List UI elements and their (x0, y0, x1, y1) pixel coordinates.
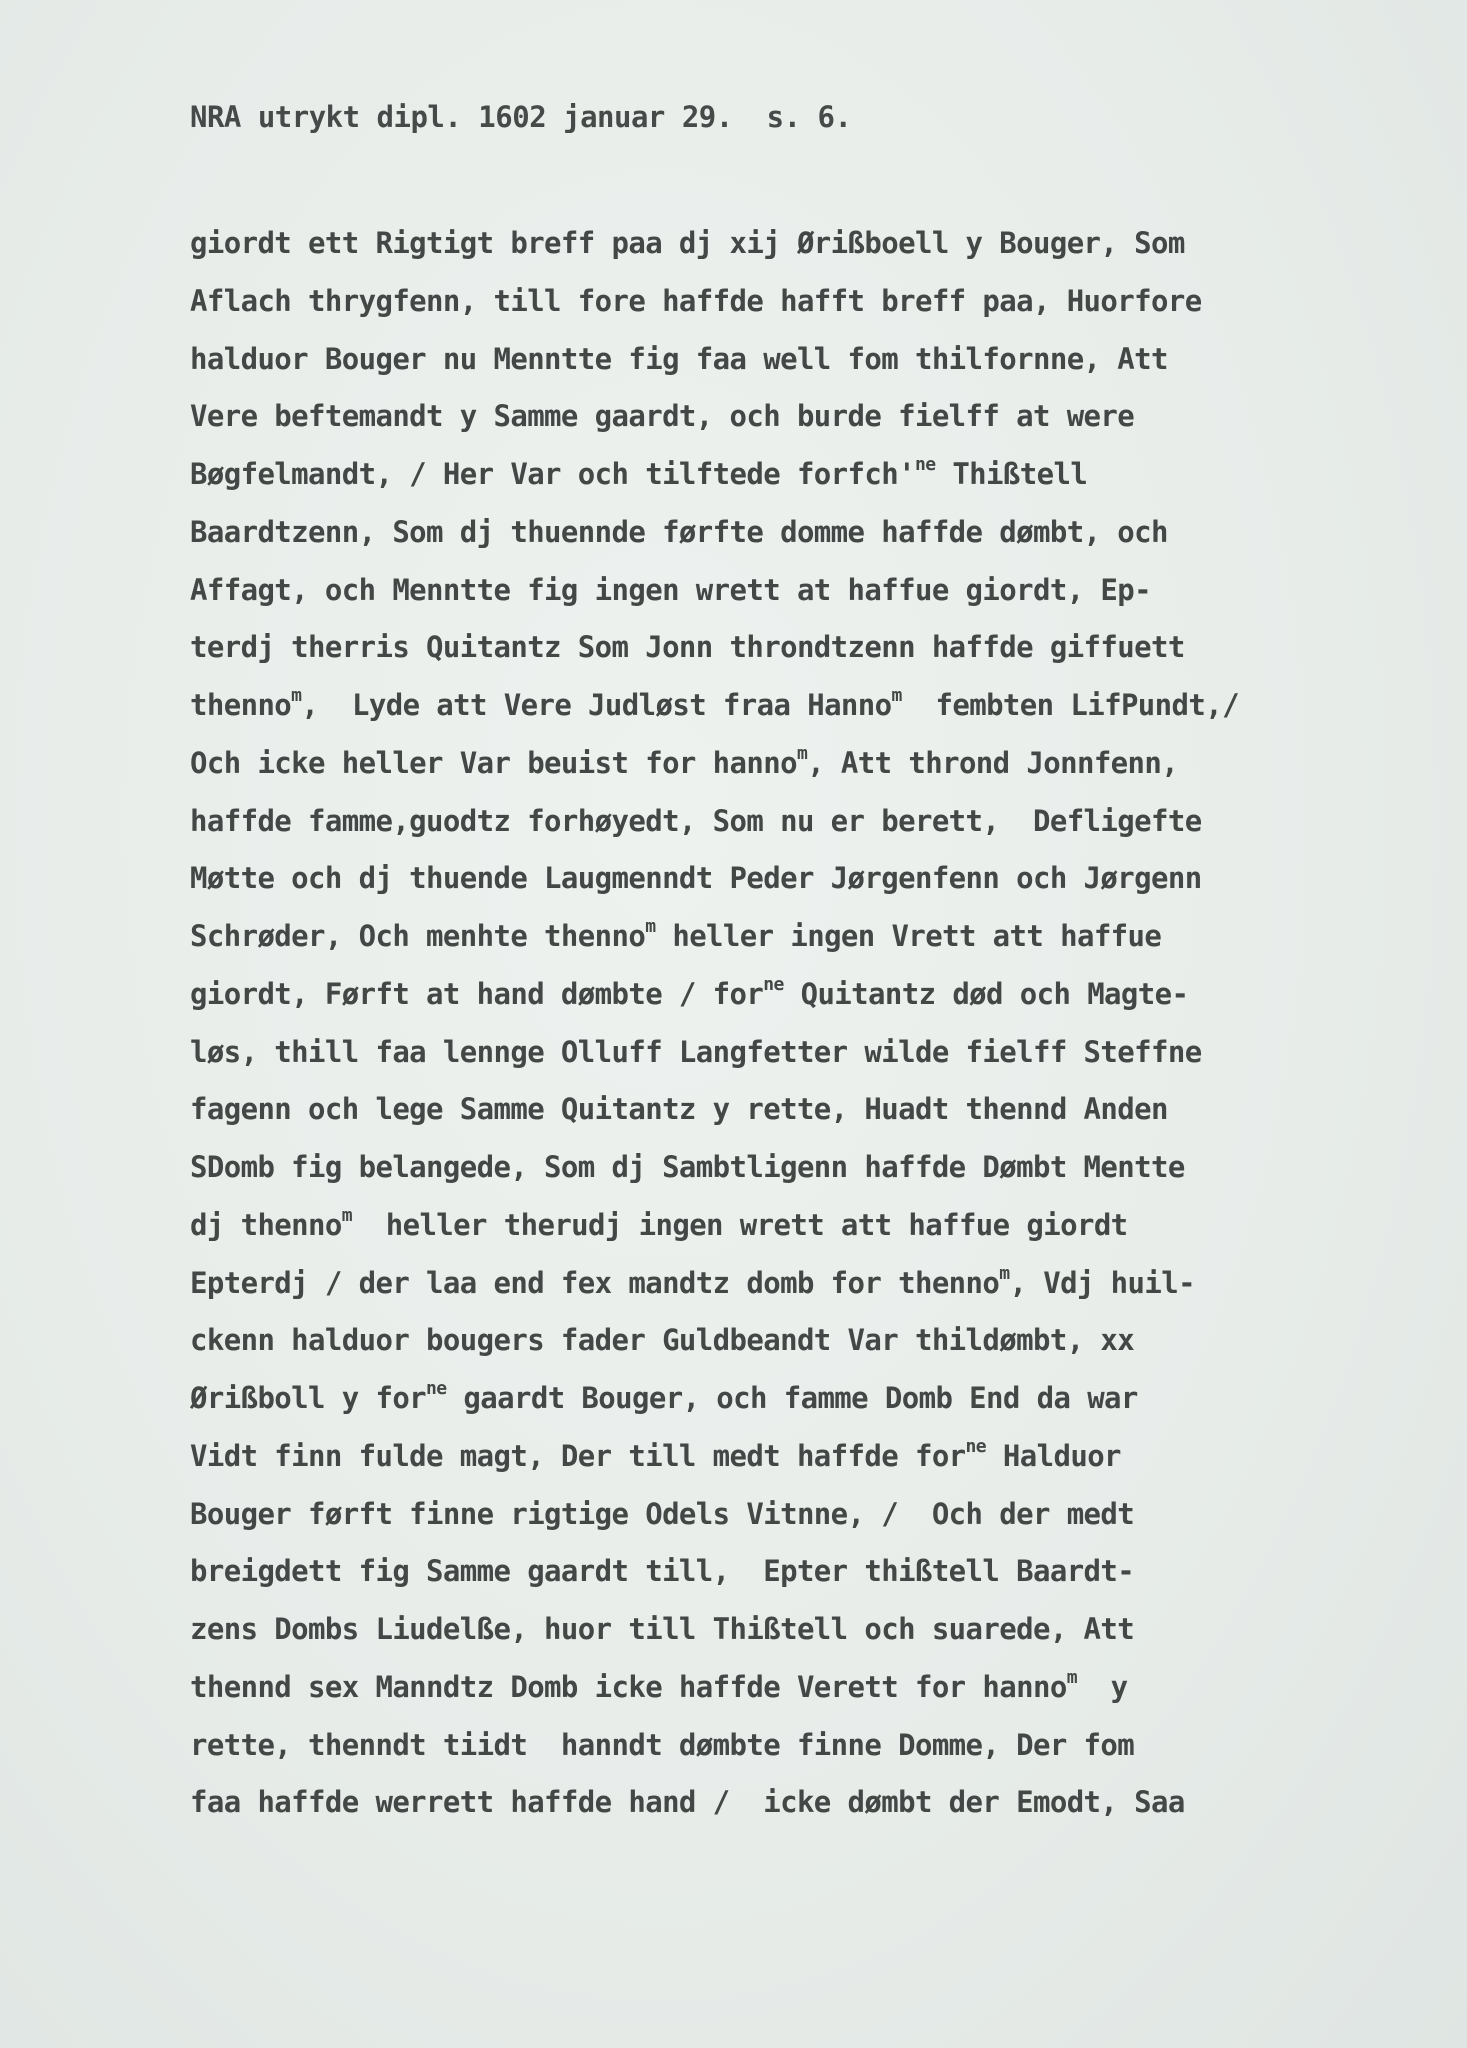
text-line (190, 966, 1310, 1024)
superscript-abbrev: m (291, 685, 302, 706)
line-text-continued: , Vdj huil- (1009, 1265, 1195, 1300)
superscript-abbrev: m (645, 916, 656, 937)
line-text: fagenn och lege Samme Quitantz y rette, Huadt thennd Anden (190, 1092, 1168, 1127)
text-line (190, 1024, 1310, 1082)
text-line (190, 619, 1310, 677)
text-line (190, 1370, 1310, 1428)
text-line (190, 215, 1310, 273)
line-text: thennd sex Manndtz Domb icke haffde Verett for hanno (190, 1669, 1067, 1704)
text-line (190, 446, 1310, 504)
text-line (190, 908, 1310, 966)
text-line (190, 1255, 1310, 1313)
document-body (190, 215, 1310, 1832)
line-text: thenno (190, 688, 292, 722)
line-text-continued: y (1076, 1669, 1128, 1704)
line-text: Affagt, och Menntte fig ingen wrett at haffue giordt, Ep- (190, 572, 1151, 607)
line-text-continued: , Att thrond Jonnfenn, (807, 745, 1179, 780)
line-text: SDomb fig belangede, Som dj Sambtligenn haffde Dømbt Mentte (190, 1150, 1185, 1184)
line-text-continued: Thißtell (935, 457, 1088, 491)
line-text: rette, thenndt tiidt hanndt dømbte finne Domme, Der fom (190, 1727, 1135, 1762)
line-text-continued: , Lyde att Vere Judløst fraa Hanno$^m$ fembten LifPundt,/ (301, 685, 1239, 722)
superscript-abbrev: m (999, 1262, 1010, 1284)
text-line (190, 388, 1310, 446)
line-text: Och icke heller Var beuist for hanno (190, 745, 797, 780)
line-text-continued: gaardt Bouger, och famme Domb End da war (446, 1381, 1138, 1415)
line-text: Vidt finn fulde magt, Der till medt haffde for (190, 1438, 966, 1473)
line-text: dj thenno (190, 1207, 342, 1242)
text-line (190, 735, 1310, 793)
text-line (190, 1081, 1310, 1139)
text-line (190, 1486, 1310, 1544)
superscript-abbrev: ne (914, 454, 936, 475)
line-text: zens Dombs Liudelße, huor till Thißtell och suarede, Att (190, 1612, 1135, 1646)
text-line (190, 1312, 1310, 1370)
line-text: giordt ett Rigtigt breff paa dj xij Ørißboell y Bouger, Som (190, 226, 1185, 260)
line-text: Ørißboll y for (190, 1381, 427, 1415)
line-text: Schrøder, Och menhte thenno (190, 919, 646, 953)
text-line (190, 1774, 1310, 1832)
text-line (190, 1139, 1310, 1197)
superscript-abbrev: m (796, 742, 808, 764)
line-text: giordt, Førft at hand dømbte / for (190, 976, 764, 1011)
superscript-abbrev: m (341, 1204, 352, 1226)
text-line (190, 273, 1310, 331)
line-text: terdj therris Quitantz Som Jonn throndtzenn haffde giffuett (190, 630, 1185, 665)
line-text: halduor Bouger nu Menntte fig faa well fom thilfornne, Att (190, 341, 1168, 376)
text-line (190, 1428, 1310, 1486)
line-text: Bøgfelmandt, / Her Var och tilftede forfch' (190, 457, 915, 491)
text-line (190, 331, 1310, 389)
line-text: Epterdj / der laa end fex mandtz domb for thenno (190, 1265, 1000, 1300)
line-text-continued: heller therudj ingen wrett att haffue giordt (352, 1207, 1128, 1242)
line-text-continued: heller ingen Vrett att haffue (655, 919, 1162, 953)
line-text: Møtte och dj thuende Laugmenndt Peder Jørgenfenn och Jørgenn (190, 861, 1202, 896)
text-line (190, 1601, 1310, 1659)
superscript-abbrev: m (1066, 1666, 1077, 1688)
line-text: breigdett fig Samme gaardt till, Epter thißtell Baardt- (190, 1554, 1135, 1589)
superscript-abbrev: ne (763, 973, 784, 995)
line-text: faa haffde werrett haffde hand / icke dømbt der Emodt, Saa (190, 1785, 1185, 1820)
text-line (190, 677, 1310, 735)
text-line (190, 1659, 1310, 1717)
text-line (190, 562, 1310, 620)
line-text: haffde famme,guodtz forhøyedt, Som nu er berett, Defligefte (190, 803, 1202, 838)
line-text: Bouger førft finne rigtige Odels Vitnne, / Och der medt (190, 1496, 1135, 1531)
text-line (190, 793, 1310, 851)
superscript-abbrev: ne (965, 1435, 987, 1457)
text-line (190, 1717, 1310, 1775)
superscript-abbrev: m (891, 685, 902, 706)
line-text-continued: Halduor (986, 1438, 1121, 1473)
line-text-continued: Quitantz død och Magte- (783, 976, 1189, 1011)
line-text: Baardtzenn, Som dj thuennde førfte domme haffde dømbt, och (190, 514, 1168, 549)
line-text: løs, thill faa lennge Olluff Langfetter wilde fielff Steffne (190, 1034, 1202, 1069)
document-header: NRA utrykt dipl. 1602 januar 29. s. 6. (190, 100, 852, 134)
line-text: Aflach thrygfenn, till fore haffde hafft breff paa, Huorfore (190, 283, 1202, 318)
text-line (190, 1543, 1310, 1601)
line-text: Vere beftemandt y Samme gaardt, och burde fielff at were (190, 399, 1135, 434)
text-line (190, 850, 1310, 908)
line-text: ckenn halduor bougers fader Guldbeandt Var thildømbt, xx (190, 1323, 1135, 1358)
superscript-abbrev: ne (426, 1378, 447, 1399)
text-line (190, 1197, 1310, 1255)
text-line (190, 504, 1310, 562)
